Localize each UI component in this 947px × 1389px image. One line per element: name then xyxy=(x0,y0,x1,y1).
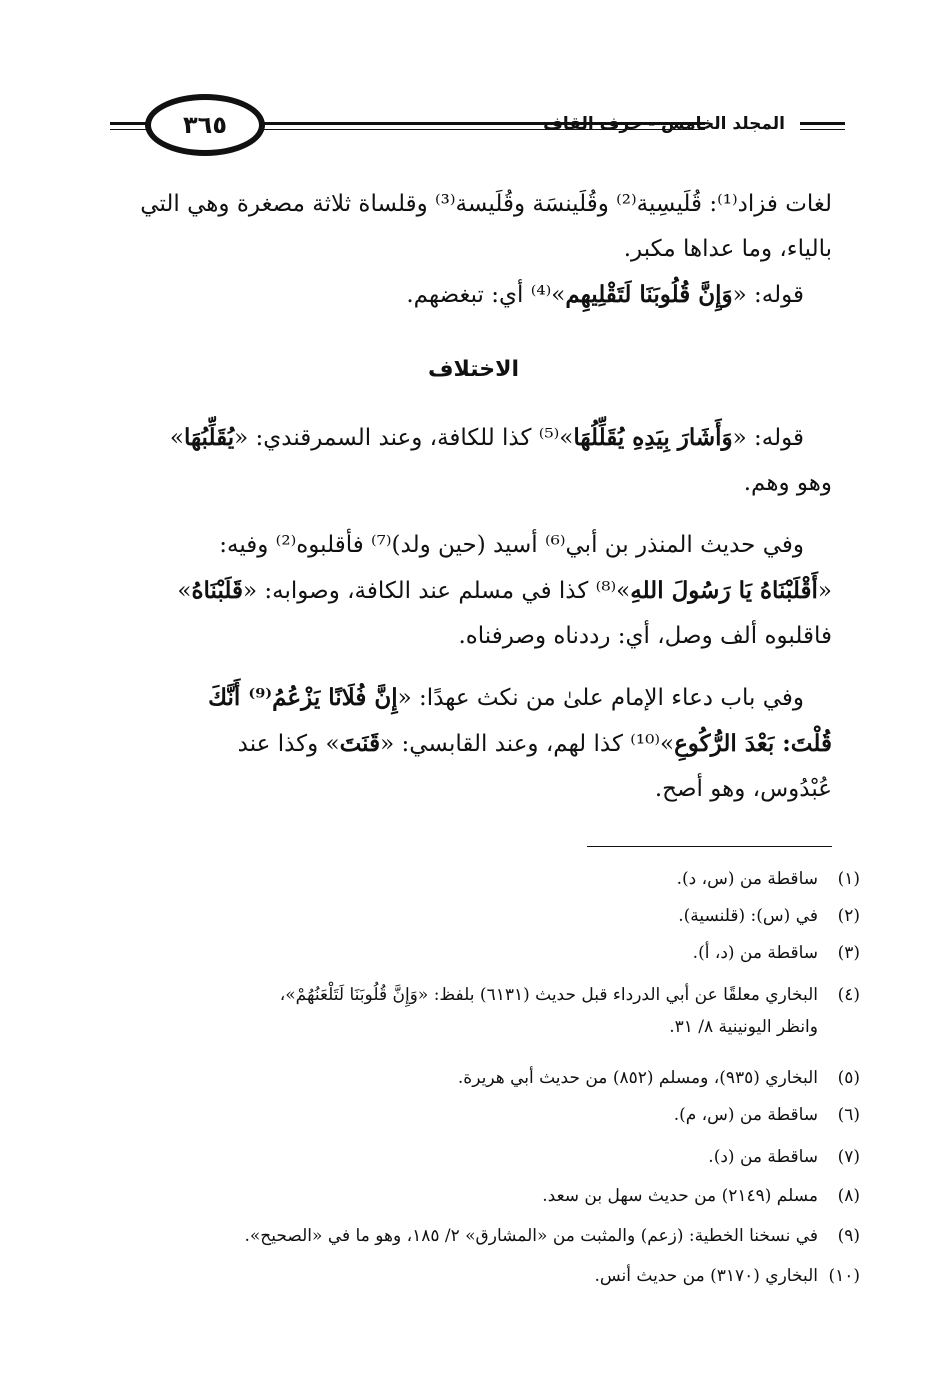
text-line xyxy=(115,675,832,721)
quran-quote: وَإِنَّ قُلُوبَنَا لَتَقْلِيهِم xyxy=(565,281,733,308)
footnote-text: في نسخنا الخطية: (زعم) والمثبت من «المشارق» ٢/ ١٨٥، وهو ما في «الصحيح». xyxy=(244,1226,818,1246)
footnote-number: (٦) xyxy=(837,1105,860,1125)
hadith-quote: وَأَشَارَ بِيَدِهِ يُقَلِّلُهَا xyxy=(573,424,733,451)
paragraph-4 xyxy=(115,523,832,659)
paragraph-1 xyxy=(115,182,832,318)
text-span: » وكذا عند xyxy=(237,731,340,757)
hadith-quote: قَنَتَ xyxy=(339,730,381,757)
header-rule-right-thin xyxy=(800,129,845,130)
footnote-text: ساقطة من (س، د). xyxy=(676,869,818,889)
page-number-oval xyxy=(145,94,265,156)
footnote xyxy=(115,1105,860,1125)
paragraph-5 xyxy=(115,675,832,812)
text-span: »⁽⁸⁾ كذا في مسلم عند الكافة، وصوابه: « xyxy=(243,578,631,604)
text-line: فاقلبوه ألف وصل، أي: رددناه وصرفناه. xyxy=(458,623,832,649)
text-span: قوله: « xyxy=(732,425,804,451)
footnote-text: ساقطة من (س، م). xyxy=(673,1105,818,1125)
footnote-text: البخاري معلقًا عن أبي الدرداء قبل حديث (٦١٣١) بلفظ: «وَإِنَّ قُلُوبَنَا لَتَلْعَنُهُمْ»، xyxy=(279,985,818,1005)
footnote-text: في (س): (قلنسية). xyxy=(678,906,818,926)
hadith-quote: أَقْلَبْنَاهُ يَا رَسُولَ اللهِ xyxy=(630,577,818,604)
paragraph-3 xyxy=(115,415,832,506)
footnote xyxy=(115,985,860,1037)
text-span: »⁽⁴⁾ أي: تبغضهم. xyxy=(406,282,566,308)
header-rule-left-thin xyxy=(110,129,150,130)
footnote xyxy=(115,943,860,963)
text-line: بالياء، وما عداها مكبر. xyxy=(623,236,832,262)
text-line: وهو وهم. xyxy=(743,470,832,496)
footnote-number: (٣) xyxy=(837,943,860,963)
footnote-text: البخاري (٣١٧٠) من حديث أنس. xyxy=(594,1266,818,1286)
text-line: لغات فزاد⁽¹⁾: قُلَيسِية⁽²⁾ وقُلَينسَة وقُلَيسة⁽³⁾ وقلساة ثلاثة مصغرة وهي التي xyxy=(140,191,832,217)
running-title: المجلد الخامس - حرف القاف xyxy=(543,114,785,134)
footnote xyxy=(115,906,860,926)
text-line: عُبْدُوس، وهو أصح. xyxy=(654,776,832,802)
text-line xyxy=(115,568,832,614)
page-number: ٣٦٥ xyxy=(183,111,227,139)
footnote-text: ساقطة من (د، أ). xyxy=(692,943,818,963)
footnote-number: (٥) xyxy=(837,1068,860,1088)
footnote-continuation: وانظر اليونينية ٨/ ٣١. xyxy=(669,1017,818,1037)
footnote-text: مسلم (٢١٤٩) من حديث سهل بن سعد. xyxy=(542,1186,818,1206)
text-span: » xyxy=(177,578,192,604)
footnote-number: (٨) xyxy=(837,1186,860,1206)
hadith-quote: إِنَّ فُلَانًا يَزْعُمُ⁽⁹⁾ أَنَّكَ xyxy=(208,684,398,711)
text-span: »⁽⁵⁾ كذا للكافة، وعند السمرقندي: « xyxy=(234,425,574,451)
text-line xyxy=(115,272,832,318)
text-line xyxy=(115,721,832,767)
text-span: » xyxy=(169,425,184,451)
text-span: »⁽¹⁰⁾ كذا لهم، وعند القابسي: « xyxy=(380,731,675,757)
footnote-number: (٤) xyxy=(837,985,860,1005)
footnote xyxy=(115,1068,860,1088)
header-rule-left xyxy=(110,122,150,125)
text-line: وفي حديث المنذر بن أبي⁽⁶⁾ أسيد (حين ولد)⁽⁷⁾ فأقلبوه⁽²⁾ وفيه: xyxy=(219,532,804,558)
page-header xyxy=(110,92,845,162)
footnote-text: البخاري (٩٣٥)، ومسلم (٨٥٢) من حديث أبي هريرة. xyxy=(457,1068,818,1088)
text-span: قوله: « xyxy=(732,282,804,308)
section-heading: الاختلاف xyxy=(427,357,520,382)
footnote-number: (٩) xyxy=(837,1226,860,1246)
hadith-quote: قُلْتَ: بَعْدَ الرُّكُوعِ xyxy=(674,730,832,757)
footnote xyxy=(115,1147,860,1167)
footnote-number: (٧) xyxy=(837,1147,860,1167)
text-span: وفي باب دعاء الإمام علىٰ من نكث عهدًا: « xyxy=(397,685,804,711)
footnote-separator xyxy=(587,846,832,847)
hadith-quote: يُقَلِّبُهَا xyxy=(183,424,235,451)
header-rule-right xyxy=(800,122,845,125)
footnote xyxy=(115,1226,860,1246)
footnote-text: ساقطة من (د). xyxy=(708,1147,818,1167)
footnote-number: (٢) xyxy=(837,906,860,926)
footnote xyxy=(115,1186,860,1206)
footnote xyxy=(115,869,860,889)
footnote-number: (١) xyxy=(837,869,860,889)
hadith-quote: قَلَبْنَاهُ xyxy=(191,577,244,604)
footnote xyxy=(115,1266,860,1286)
text-span: « xyxy=(817,578,832,604)
footnote-number: (١٠) xyxy=(828,1266,860,1286)
text-line xyxy=(115,415,832,461)
